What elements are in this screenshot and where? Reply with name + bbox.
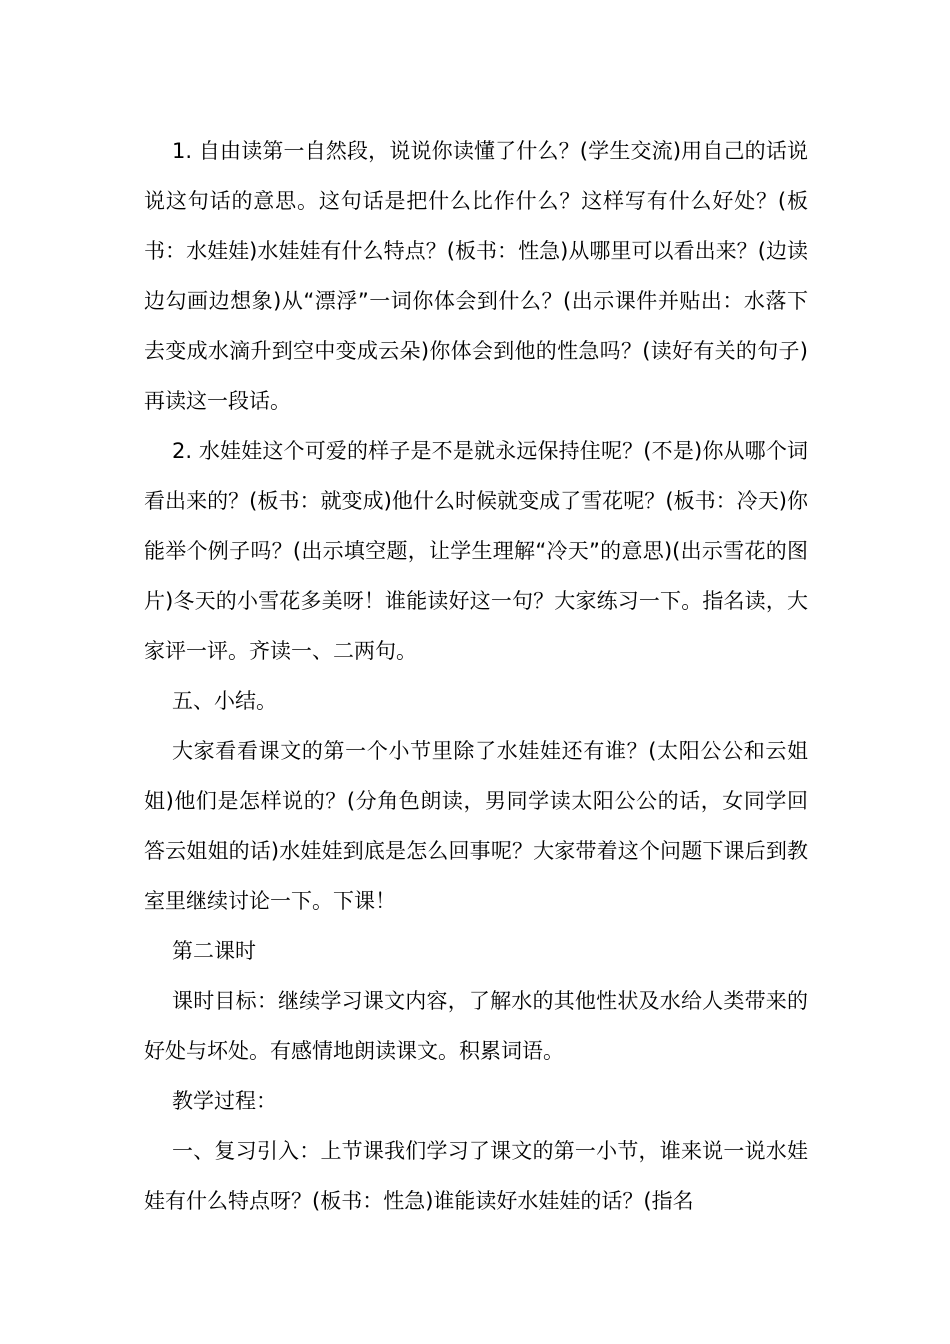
section-heading-second-lesson: 第二课时	[172, 939, 256, 963]
section-heading-summary: 五、小结。	[172, 689, 277, 713]
paragraph-review: 一、复习引入：上节课我们学习了课文的第一小节，谁来说一说水娃娃有什么特点呀？(板书：性急)谁能读好水娃娃的话？(指名	[144, 1139, 808, 1213]
section-heading-process: 教学过程：	[172, 1089, 277, 1113]
paragraph-summary: 大家看看课文的第一个小节里除了水娃娃还有谁？(太阳公公和云姐姐)他们是怎样说的？(分角色朗读，男同学读太阳公公的话，女同学回答云姐姐的话)水娃娃到底是怎么回事呢？大家带着这个问题下课后到教室里继续讨论一下。下课！	[144, 739, 808, 913]
paragraph-2: 2. 水娃娃这个可爱的样子是不是就永远保持住呢？(不是)你从哪个词看出来的？(板书：就变成)他什么时候就变成了雪花呢？(板书：冷天)你能举个例子吗？(出示填空题，让学生理解“冷天”的意思)(出示雪花的图片)冬天的小雪花多美呀！谁能读好这一句？大家练习一下。指名读，大家评一评。齐读一、二两句。	[144, 439, 808, 663]
paragraph-1: 1. 自由读第一自然段，说说你读懂了什么？(学生交流)用自己的话说说这句话的意思。这句话是把什么比作什么？这样写有什么好处？(板书：水娃娃)水娃娃有什么特点？(板书：性急)从哪里可以看出来？(边读边勾画边想象)从“漂浮”一词你体会到什么？(出示课件并贴出：水落下去变成水滴升到空中变成云朵)你体会到他的性急吗？(读好有关的句子)再读这一段话。	[144, 139, 808, 413]
document-body	[144, 126, 808, 1226]
paragraph-lesson-goals: 课时目标：继续学习课文内容，了解水的其他性状及水给人类带来的好处与坏处。有感情地朗读课文。积累词语。	[144, 989, 808, 1063]
